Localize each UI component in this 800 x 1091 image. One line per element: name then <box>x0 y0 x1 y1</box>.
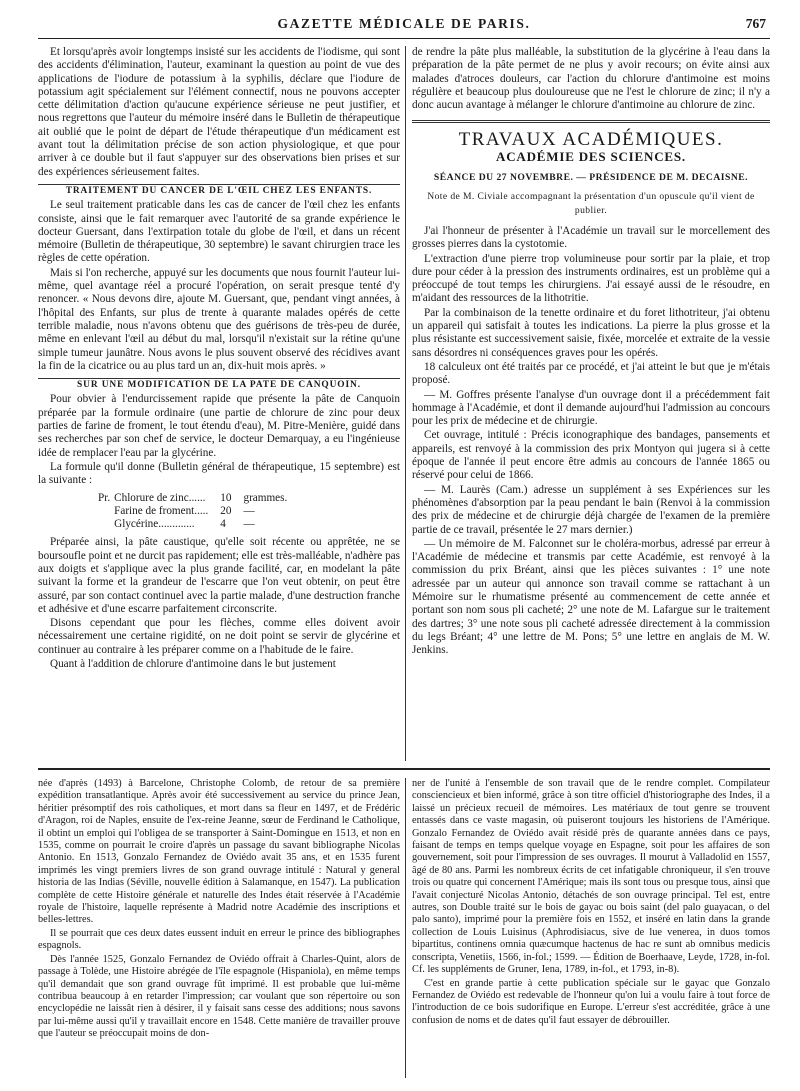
paragraph-guersant-1: Le seul traitement praticable dans les cas de cancer de l'œil chez les enfants consiste, ainsi que le fait remarquer avec l'autorité de sa grande expérience le docteur Guersant, dans l'extirpation totale du globe de l'œil, et dans un récent mémoire (Bulletin de thérapeutique, 30 septembre) le savant chirurgien trace les règles de cette opération. <box>38 199 400 265</box>
feuilleton-paragraph: Dès l'année 1525, Gonzalo Fernandez de Oviédo offrait à Charles-Quint, alors de passage à Tolède, une Histoire abrégée de l'île espagnole (Hispaniola), en même temps qu'il demandait que son grand ouvrage fût imprimé. Il est probable que lui-même contribua beaucoup à en retarder l'impression; car voulant que son répertoire ou son encyclopédie ne laissât rien à désirer, il y faisait sans cesse des additions; nous savons par lui-même aussi qu'il y travaillait encore en 1548. Cette manière de travailler prouve que l'auteur se préoccupait moins de don- <box>38 953 400 1040</box>
left-column <box>38 46 400 672</box>
subheading-academie: ACADÉMIE DES SCIENCES. <box>496 148 686 164</box>
paragraph-iodisme: Et lorsqu'après avoir longtemps insisté sur les accidents de l'iodisme, qui sont des accidents d'élimination, l'auteur, examinant la question au point de vue des applications de l'iodure de potassium à la syphilis, déclare que l'iodure de potassium agit spécialement sur l'élément connectif, nous ne pouvons accepter cette délimitation d'action qu'aucune expérience sérieuse ne peut justifier, et nous regrettons que l'auteur du mémoire inséré dans le Bulletin de thérapeutique ait oublié que le point de départ de l'étude thérapeutique d'un médicament est avant tout la délimitation précise de son action physiologique, et que pour arriver à ce double but il faut s'appuyer sur des observations bien prises et sur des expériences sérieusement faites. <box>38 46 400 178</box>
formula-ingredient: Farine de froment..... <box>114 504 209 517</box>
paragraph-goffres: — M. Goffres présente l'analyse d'un ouvrage dont il a précédemment fait hommage à l'Académie, et dont il demande aujourd'hui l'admission au concours pour les prix de médecine et de chirurgie. <box>412 388 770 428</box>
feuilleton-right-column <box>412 778 770 1028</box>
journal-title: GAZETTE MÉDICALE DE PARIS. <box>277 16 531 31</box>
formula-quantity: 10 <box>220 491 232 504</box>
page-number: 767 <box>745 16 766 31</box>
section-heading-pate-canquoin: SUR UNE MODIFICATION DE LA PATE DE CANQUOIN. <box>77 380 361 391</box>
feuilleton-column-divider <box>405 778 406 1078</box>
feuilleton-paragraph: née d'après (1493) à Barcelone, Christophe Colomb, de retour de sa première expédition transatlantique. Après avoir été successivement au service du prince Jean, héritier présomptif des rois catholiques, et mort dans sa fleur en 1497, et de Frédéric d'Aragon, roi de Naples, ensuite de l'ex-reine Jeanne, sœur de Ferdinand le Catholique, il obtint un emploi qui l'obligea de se transporter à Saint-Domingue en 1513, et non en 1535, comme on pourrait le croire d'après un passage du savant bibliographe Nicolas Antonio. En 1513, Gonzalo Fernandez de Oviédo avait 35 ans, et en 1535 furent imprimés les vingt premiers livres de son grand ouvrage intitulé : Natural y general historia de las Indias (Séville, nouvelle édition à Salamanque, en 1547). La publication complète de cette Histoire générale et naturelle des Indes était réservée à l'Académie royale de l'histoire, laquelle représente à Madrid notre Académie des inscriptions et belles-lettres. <box>38 778 400 926</box>
formula-row <box>98 505 291 518</box>
formula-quantity: 20 <box>220 504 232 517</box>
formula-prefix <box>98 505 114 518</box>
formula-unit: — <box>243 504 255 517</box>
paragraph-laures: — M. Laurès (Cam.) adresse un supplément à ses Expériences sur les phénomènes d'absorption par la peau pendant le bain (Renvoi à la commission des prix de médecine et de chirurgie déjà chargée de l'examen de la première partie de ce travail, présentée le 27 mars dernier.) <box>412 483 770 536</box>
formula-prefix: Pr. <box>98 491 111 504</box>
paragraph-canquoin-5: Quant à l'addition de chlorure d'antimoine dans le but justement <box>50 658 336 671</box>
column-divider <box>405 46 406 761</box>
paragraph-canquoin-2: La formule qu'il donne (Bulletin général de thérapeutique, 15 septembre) est la suivante : <box>38 460 400 487</box>
section-rule-double <box>412 120 770 123</box>
paragraph-canquoin-4: Disons cependant que pour les flèches, comme elles doivent avoir nécessairement une certaine rigidité, on ne doit point se servir de glycérine et continuer au contraire à les préparer comme on a l'habitude de le faire. <box>38 617 400 656</box>
formula-ingredient: Glycérine............. <box>114 518 195 531</box>
feuilleton-paragraph: C'est en grande partie à cette publication spéciale sur le gayac que Gonzalo Fernandez de Oviédo est redevable de l'honneur qu'on lui a voulu faire à tout force de l'introduction de ce bois sudorifique en Europe. L'erreur s'est accréditée, grâce à une confusion de noms et de dates qu'il faut essayer de débrouiller. <box>412 977 770 1026</box>
feuilleton-paragraph: ner de l'unité à l'ensemble de son travail que de le rendre complet. Compilateur consciencieux et bien informé, grâce à son titre officiel d'historiographe des Indes, il a laissé un précieux recueil de mémoires. Les matériaux de tout genre se trouvent entassés dans ce vaste magasin, où puiseront toujours les historiens de l'Amérique. Gonzalo Fernandez de Oviédo avait résidé près de quarante années dans ce pays, faisant de temps en temps quelque voyage en Espagne, soit pour les affaires de son gouvernement, soit pour l'impression de ses ouvrages. Il mourut à Valladolid en 1557, âgé de 80 ans. Parmi les nombreux écrits de cet infatigable chroniqueur, il s'en trouve trois ou quatre qui concernent l'Amérique; mais ils sont tous ou presque tous, ainsi que l'avait conjecturé Nicolas Antonio, détachés de son ouvrage principal. Tel est, entre autres, son Double traité sur le bois de gayac ou bois saint (del palo guayacan, o del palo santo), imprimé pour la première fois en 1552, et inséré en latin dans la grande collection de Louis Luisinus (Aphrodisiacus, sive de lue venerea, in duos tomos bipartitus, continens omnia quæcumque hactenus de hac re sunt ab omnibus medicis conscripta, Venetiis, 1566, in-fol.; 1599. — Édition de Boerhaave, Leyde, 1728, in-fol. Cf. les suppléments de Gruner, Iena, 1789, in-fol., et 1793, in-8). <box>412 778 770 976</box>
paragraph-civiale-1: J'ai l'honneur de présenter à l'Académie un travail sur le morcellement des grosses pierres dans la cystotomie. <box>412 224 770 251</box>
paragraph-canquoin-3: Préparée ainsi, la pâte caustique, qu'elle soit récente ou apprêtée, ne se boursoufle point et ne durcit pas rapidement; elle est très-malléable, n'adhère pas aux doigts et s'applique avec la plus grande facilité, car, en modelant la pâte suivant la forme et la grandeur de l'escarre que l'on veut obtenir, on peut être assuré, par son contact continuel avec la partie malade, d'une destruction franche et adhésive et d'une escarre parfaitement circonscrite. <box>38 536 400 615</box>
formula-table <box>98 492 291 532</box>
feuilleton-rule <box>38 768 770 770</box>
formula-row <box>98 492 291 505</box>
paragraph-guersant-2: Mais si l'on recherche, appuyé sur les documents que nous fournit l'auteur lui-même, quel avantage réel a procuré l'opération, on serait presque tenté d'y renoncer. « Nous devons dire, ajoute M. Guersant, que, pendant vingt années, à l'hôpital des Enfants, sur plus de trente à quarante malades opérés de cette terrible maladie, nous n'avons obtenu que des guérisons de très-peu de durée, même en enlevant l'œil au début du mal, lorsqu'il n'existait sur la rétine qu'une simple tumeur jaunâtre. Nous avons le plus souvent observé des récidives avant la fin de la cicatrice ou au plus tard un an, dix-huit mois après. » <box>38 266 400 372</box>
right-column <box>412 46 770 658</box>
feuilleton-left-column <box>38 778 400 1042</box>
running-head <box>38 14 770 39</box>
section-heading-travaux: TRAVAUX ACADÉMIQUES. <box>458 129 724 151</box>
formula-unit: grammes. <box>243 491 288 504</box>
seance-line: SÉANCE DU 27 NOVEMBRE. — PRÉSIDENCE DE M. DECAISNE. <box>433 172 749 184</box>
paragraph-falconnet: — Un mémoire de M. Falconnet sur le choléra-morbus, adressé par erreur à l'Académie de médecine et transmis par cette Académie, est renvoyé à la commission du prix Bréant, ainsi que les pièces suivantes : 1° une note adressée par un auteur qui annonce son travail comme se rattachant à un Mémoire sur le rhumatisme présenté au commencement de cette année et portant son nom sous pli cacheté; 2° une note de M. Lafargue sur le traitement des dartres; 3° une note sous pli cacheté adressée directement à la commission du legs Bréant; 4° une lettre de M. Pons; 5° une lettre en anglais de M. W. Jenkins. <box>412 537 770 657</box>
paragraph-antimoine: de rendre la pâte plus malléable, la substitution de la glycérine à l'eau dans la préparation de la pâte permet de ne plus y avoir recours; on évite ainsi aux malades d'atroces douleurs, car l'action du chlorure d'antimoine est moins régulière et beaucoup plus douloureuse que ne l'est le chlorure de zinc; il n'y a donc aucun avantage à mélanger le chlorure d'antimoine au chlorure de zinc. <box>412 46 770 112</box>
paragraph-canquoin-1: Pour obvier à l'endurcissement rapide que présente la pâte de Canquoin préparée par la formule ordinaire (une partie de chlorure de zinc pour deux parties de farine de froment, le tout étendu d'eau), M. Pitre-Menière, guidé dans ses recherches par son chef de service, le docteur Demarquay, a eu l'ingénieuse idée de remplacer l'eau par la glycérine. <box>38 393 400 459</box>
paragraph-civiale-4: 18 calculeux ont été traités par ce procédé, et j'ai atteint le but que je m'étais proposé. <box>412 360 770 387</box>
paragraph-civiale-2: L'extraction d'une pierre trop volumineuse pour sortir par la plaie, et trop dure pour céder à la pression des instruments ordinaires, est un problème qui a préoccupé de tout temps les chirurgiens. J'ai essayé aussi de le résoudre, en m'aidant des ressources de la lithotritie. <box>412 252 770 305</box>
formula-unit: — <box>243 518 255 531</box>
feuilleton-paragraph: Il se pourrait que ces deux dates eussent induit en erreur le prince des bibliographes espagnols. <box>38 927 400 952</box>
section-heading-cancer-oeil: TRAITEMENT DU CANCER DE L'ŒIL CHEZ LES ENFANTS. <box>65 185 373 196</box>
formula-quantity: 4 <box>220 518 226 531</box>
formula-row <box>98 518 291 531</box>
formula-prefix <box>98 518 114 531</box>
paragraph-ouvrage: Cet ouvrage, intitulé : Précis iconographique des bandages, pansements et appareils, est renvoyé à la commission des prix Montyon qui jugera si à cette époque de l'année il peut encore être admis au concours de l'année 1865 ou réservé pour celui de 1866. <box>412 429 770 482</box>
formula-ingredient: Chlorure de zinc...... <box>114 491 206 504</box>
note-heading: Note de M. Civiale accompagnant la présentation d'un opuscule qu'il vient de publier. <box>427 191 755 216</box>
paragraph-civiale-3: Par la combinaison de la tenette ordinaire et du foret lithotriteur, j'ai obtenu un appareil qui satisfait à toutes les indications. La pierre la plus grosse et la plus résistante est successivement saisie, fixée, morcelée et extraite de la vessie sans désordres ni conséquences graves pour les opérés. <box>412 306 770 359</box>
